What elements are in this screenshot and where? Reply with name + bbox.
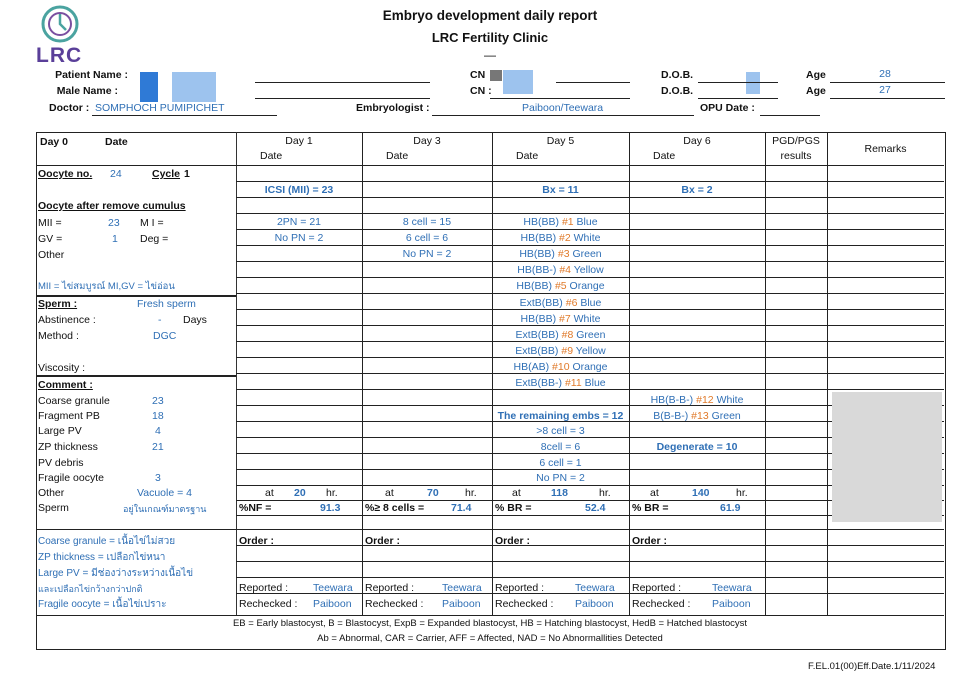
age-label: Age bbox=[806, 69, 826, 81]
embryo-grade: HB(AB) bbox=[513, 360, 550, 373]
day1-date-label: Date bbox=[260, 150, 283, 162]
pgd-results-header: results bbox=[780, 150, 812, 162]
day5-hours: 118 bbox=[551, 487, 568, 499]
day1-icsi: ICSI (MII) = 23 bbox=[264, 184, 334, 196]
day6-e13-grade: B(B-B-) bbox=[653, 410, 689, 422]
fragile-label: Fragile oocyte bbox=[38, 472, 104, 484]
day3-rechecked-label: Rechecked : bbox=[365, 598, 424, 610]
day5-nopn: No PN = 2 bbox=[536, 472, 585, 484]
embryo-color: Green bbox=[576, 328, 606, 341]
day5-embryo-row bbox=[492, 361, 629, 374]
day0-header: Day 0 bbox=[40, 136, 69, 148]
day6-embryo-13 bbox=[629, 410, 765, 423]
coarse-label: Coarse granule bbox=[38, 395, 110, 407]
day5-embryo-row bbox=[492, 280, 629, 293]
day5-header: Day 5 bbox=[546, 135, 575, 147]
day6-reported-label: Reported : bbox=[632, 582, 682, 594]
viscosity-label: Viscosity : bbox=[38, 362, 86, 374]
embryo-number: #9 bbox=[561, 344, 574, 357]
day6-br-value: 61.9 bbox=[720, 502, 741, 514]
day0-date-label: Date bbox=[105, 136, 128, 148]
mii-label: MII = bbox=[38, 217, 62, 229]
day5-embryo-row bbox=[492, 216, 629, 229]
doctor-label: Doctor : bbox=[49, 102, 90, 114]
embryo-grade: HB(BB) bbox=[520, 312, 557, 325]
sperm2-value: อยู่ในเกณฑ์มาตรฐาน bbox=[123, 504, 207, 514]
age-value: 28 bbox=[879, 68, 891, 80]
redacted-name bbox=[140, 72, 158, 102]
cn-label: CN bbox=[470, 69, 486, 81]
day3-reported: Teewara bbox=[442, 582, 482, 594]
embryo-color: Orange bbox=[569, 280, 605, 293]
embryo-color: Green bbox=[572, 248, 602, 261]
age2-label: Age bbox=[806, 85, 826, 97]
method-value: DGC bbox=[153, 330, 177, 342]
embryo-color: White bbox=[573, 312, 601, 325]
embryo-grade: ExtB(BB) bbox=[515, 328, 559, 341]
day6-e12-grade: HB(B-B-) bbox=[650, 394, 694, 406]
day6-rechecked: Paiboon bbox=[712, 598, 751, 610]
day6-degenerate: Degenerate = 10 bbox=[656, 441, 738, 453]
day5-embryo-row bbox=[492, 377, 629, 390]
oocyte-no-label: Oocyte no. bbox=[38, 168, 93, 180]
fragile-value: 3 bbox=[155, 472, 161, 484]
day6-reported: Teewara bbox=[712, 582, 752, 594]
embryo-number: #3 bbox=[557, 248, 570, 261]
embryologist-label: Embryologist : bbox=[356, 102, 430, 114]
day6-e12-color: White bbox=[716, 394, 744, 406]
day3-8cell: 8 cell = 15 bbox=[402, 216, 452, 228]
embryo-color: Blue bbox=[580, 296, 602, 309]
day5-embryo-row bbox=[492, 313, 629, 326]
day5-br-label: % BR = bbox=[495, 502, 532, 514]
note-coarse: Coarse granule = เนื้อไข่ไม่สวย bbox=[38, 536, 176, 547]
grid-row-line bbox=[236, 561, 944, 562]
day5-br-value: 52.4 bbox=[585, 502, 606, 514]
clinic-logo bbox=[36, 4, 88, 68]
day6-embryo-12 bbox=[629, 394, 765, 407]
embryo-grade: ExtB(BB) bbox=[519, 296, 563, 309]
embryo-color: Blue bbox=[576, 216, 598, 228]
title-dash: — bbox=[484, 48, 496, 62]
day6-date-label: Date bbox=[653, 150, 676, 162]
gv-value: 1 bbox=[112, 233, 118, 245]
days-label: Days bbox=[183, 314, 207, 326]
day5-embryo-row bbox=[492, 232, 629, 245]
redacted-remarks bbox=[832, 392, 942, 522]
grid-row-line bbox=[236, 229, 944, 230]
day5-reported-label: Reported : bbox=[495, 582, 545, 594]
other2-label: Other bbox=[38, 487, 65, 499]
embryo-grade: HB(BB) bbox=[519, 248, 555, 261]
largepv-label: Large PV bbox=[38, 425, 82, 437]
day1-nf-value: 91.3 bbox=[320, 502, 341, 514]
day6-e12-num: #12 bbox=[696, 394, 714, 406]
grid-row-line bbox=[236, 213, 944, 214]
dob-label: D.O.B. bbox=[661, 69, 694, 81]
abstinence-label: Abstinence : bbox=[38, 314, 96, 326]
grid-row-line bbox=[236, 245, 944, 246]
day5-date-label: Date bbox=[516, 150, 539, 162]
pgd-header: PGD/PGS bbox=[772, 135, 820, 147]
day1-header: Day 1 bbox=[285, 135, 313, 147]
zp-label: ZP thickness bbox=[38, 441, 98, 453]
embryo-color: White bbox=[573, 232, 601, 245]
embryo-grade: ExtB(BB) bbox=[515, 344, 559, 357]
day3-nopn: No PN = 2 bbox=[402, 248, 452, 260]
day5-embryo-row bbox=[492, 329, 629, 342]
day5-at-label: at bbox=[512, 487, 521, 499]
note-zp: ZP thickness = เปลือกไข่หนา bbox=[38, 552, 166, 563]
day5-embryo-row bbox=[492, 345, 629, 358]
day6-header: Day 6 bbox=[683, 135, 711, 147]
redacted-cn bbox=[490, 70, 502, 81]
cycle-label: Cycle bbox=[152, 168, 181, 180]
day1-reported: Teewara bbox=[313, 582, 353, 594]
embryo-grade: HB(BB) bbox=[523, 216, 560, 228]
embryo-color: Yellow bbox=[575, 344, 606, 357]
grid-row-line bbox=[236, 577, 944, 578]
embryo-number: #11 bbox=[564, 377, 582, 389]
largepv-value: 4 bbox=[155, 425, 161, 437]
embryo-number: #2 bbox=[559, 232, 571, 245]
day1-nopn: No PN = 2 bbox=[274, 232, 324, 244]
embryo-grade: HB(BB-) bbox=[517, 264, 557, 277]
grid-row-line bbox=[236, 165, 944, 166]
day3-6cell: 6 cell = 6 bbox=[405, 232, 449, 244]
page-subtitle: LRC Fertility Clinic bbox=[431, 30, 549, 45]
method-label: Method : bbox=[38, 330, 79, 342]
oocyte-no-value: 24 bbox=[110, 168, 122, 180]
remarks-header: Remarks bbox=[864, 143, 907, 155]
legend-line-1: EB = Early blastocyst, B = Blastocyst, ExpB = Expanded blastocyst, HB = Hatching blastocyst, HedB = Hatched blastocyst bbox=[232, 618, 748, 629]
day5-8cell: 8cell = 6 bbox=[540, 441, 581, 453]
day1-2pn: 2PN = 21 bbox=[276, 216, 322, 228]
fragment-value: 18 bbox=[152, 410, 164, 422]
opu-label: OPU Date : bbox=[700, 102, 755, 114]
cycle-value: 1 bbox=[184, 168, 190, 180]
zp-value: 21 bbox=[152, 441, 164, 453]
form-code: F.EL.01(00)Eff.Date.1/11/2024 bbox=[808, 661, 936, 672]
pvdebris-label: PV debris bbox=[38, 457, 84, 469]
doctor-value: SOMPHOCH PUMIPICHET bbox=[95, 102, 225, 114]
embryologist-value: Paiboon/Teewara bbox=[522, 102, 604, 114]
abstinence-value: - bbox=[158, 314, 162, 326]
day5-remaining: The remaining embs = 12 bbox=[497, 410, 624, 422]
day3-order-label: Order : bbox=[365, 535, 401, 547]
day5-gt8: >8 cell = 3 bbox=[536, 425, 585, 437]
day6-e13-color: Green bbox=[711, 410, 741, 422]
deg-label: Deg = bbox=[140, 233, 169, 245]
day5-embryo-row bbox=[492, 248, 629, 261]
logo-text: LRC bbox=[36, 44, 83, 67]
gv-label: GV = bbox=[38, 233, 63, 245]
day5-reported: Teewara bbox=[575, 582, 615, 594]
redacted-cn-2 bbox=[503, 70, 533, 94]
day6-order-label: Order : bbox=[632, 535, 668, 547]
embryo-color: Orange bbox=[572, 360, 608, 373]
day1-order-label: Order : bbox=[239, 535, 275, 547]
age2-value: 27 bbox=[879, 84, 891, 96]
day5-bx: Bx = 11 bbox=[542, 184, 579, 196]
day6-bx: Bx = 2 bbox=[681, 184, 713, 196]
other2-value: Vacuole = 4 bbox=[137, 487, 192, 499]
day3-reported-label: Reported : bbox=[365, 582, 415, 594]
embryo-color: Yellow bbox=[573, 264, 604, 277]
day3-rechecked: Paiboon bbox=[442, 598, 481, 610]
day6-rechecked-label: Rechecked : bbox=[632, 598, 691, 610]
day3-hr-label: hr. bbox=[465, 487, 477, 499]
embryo-grade: HB(BB) bbox=[516, 280, 553, 293]
day5-embryo-row bbox=[492, 264, 629, 277]
grid-row-line bbox=[236, 529, 944, 530]
day1-hours: 20 bbox=[294, 487, 306, 499]
mi-label: M I = bbox=[140, 217, 164, 229]
after-cumulus-heading: Oocyte after remove cumulus bbox=[38, 200, 186, 212]
embryo-grade: ExtB(BB-) bbox=[515, 377, 563, 389]
day3-hours: 70 bbox=[427, 487, 439, 499]
logo-emblem-icon bbox=[36, 4, 88, 48]
note-fragile: Fragile oocyte = เนื้อไข่เปราะ bbox=[38, 599, 167, 610]
coarse-value: 23 bbox=[152, 395, 164, 407]
day5-6cell: 6 cell = 1 bbox=[539, 457, 582, 469]
embryo-number: #4 bbox=[559, 264, 571, 277]
day5-hr-label: hr. bbox=[599, 487, 611, 499]
patient-name-label: Patient Name : bbox=[55, 69, 128, 81]
other-label: Other bbox=[38, 249, 65, 261]
day6-hr-label: hr. bbox=[736, 487, 748, 499]
sperm-label: Sperm : bbox=[38, 298, 78, 310]
embryo-number: #5 bbox=[554, 280, 567, 293]
mii-note: MII = ไข่สมบูรณ์ MI,GV = ไข่อ่อน bbox=[38, 281, 175, 292]
day6-e13-num: #13 bbox=[691, 410, 709, 422]
embryo-number: #10 bbox=[552, 360, 570, 373]
day1-rechecked-label: Rechecked : bbox=[239, 598, 298, 610]
day1-rechecked: Paiboon bbox=[313, 598, 352, 610]
day1-nf-label: %NF = bbox=[239, 502, 272, 514]
note-largepv: Large PV = มีช่องว่างระหว่างเนื้อไข่ bbox=[38, 568, 194, 579]
day5-rechecked: Paiboon bbox=[575, 598, 614, 610]
redacted-dob bbox=[746, 72, 760, 94]
cn2-label: CN : bbox=[470, 85, 492, 97]
grid-row-line bbox=[236, 181, 944, 182]
embryo-number: #6 bbox=[565, 296, 578, 309]
day1-at-label: at bbox=[265, 487, 274, 499]
day6-br-label: % BR = bbox=[632, 502, 669, 514]
day6-at-label: at bbox=[650, 487, 659, 499]
day3-pct-value: 71.4 bbox=[451, 502, 472, 514]
grid-row-line bbox=[236, 197, 944, 198]
day5-embryo-row bbox=[492, 297, 629, 310]
day3-at-label: at bbox=[385, 487, 394, 499]
embryo-number: #1 bbox=[561, 216, 574, 228]
fragment-label: Fragment PB bbox=[38, 410, 100, 422]
male-name-label: Male Name : bbox=[56, 85, 118, 97]
day5-order-label: Order : bbox=[495, 535, 531, 547]
embryo-number: #7 bbox=[559, 312, 571, 325]
mii-value: 23 bbox=[108, 217, 120, 229]
note-largepv-2: และเปลือกไข่กว้างกว่าปกติ bbox=[38, 584, 143, 594]
day3-date-label: Date bbox=[386, 150, 409, 162]
day5-rechecked-label: Rechecked : bbox=[495, 598, 554, 610]
redacted-name-2 bbox=[172, 72, 216, 102]
sperm2-label: Sperm bbox=[38, 502, 69, 514]
day3-pct-label: %≥ 8 cells = bbox=[365, 502, 425, 514]
sperm-value: Fresh sperm bbox=[137, 298, 196, 310]
day1-reported-label: Reported : bbox=[239, 582, 289, 594]
embryo-grade: HB(BB) bbox=[520, 232, 557, 245]
legend-line-2: Ab = Abnormal, CAR = Carrier, AFF = Affected, NAD = No Abnormallities Detected bbox=[317, 633, 663, 644]
grid-row-line bbox=[236, 545, 944, 546]
page-title: Embryo development daily report bbox=[382, 8, 598, 23]
day6-hours: 140 bbox=[692, 487, 710, 499]
comment-label: Comment : bbox=[38, 379, 93, 391]
embryo-number: #8 bbox=[561, 328, 574, 341]
dob2-label: D.O.B. bbox=[661, 85, 694, 97]
day1-hr-label: hr. bbox=[326, 487, 338, 499]
day3-header: Day 3 bbox=[413, 135, 441, 147]
embryo-color: Blue bbox=[584, 377, 606, 389]
